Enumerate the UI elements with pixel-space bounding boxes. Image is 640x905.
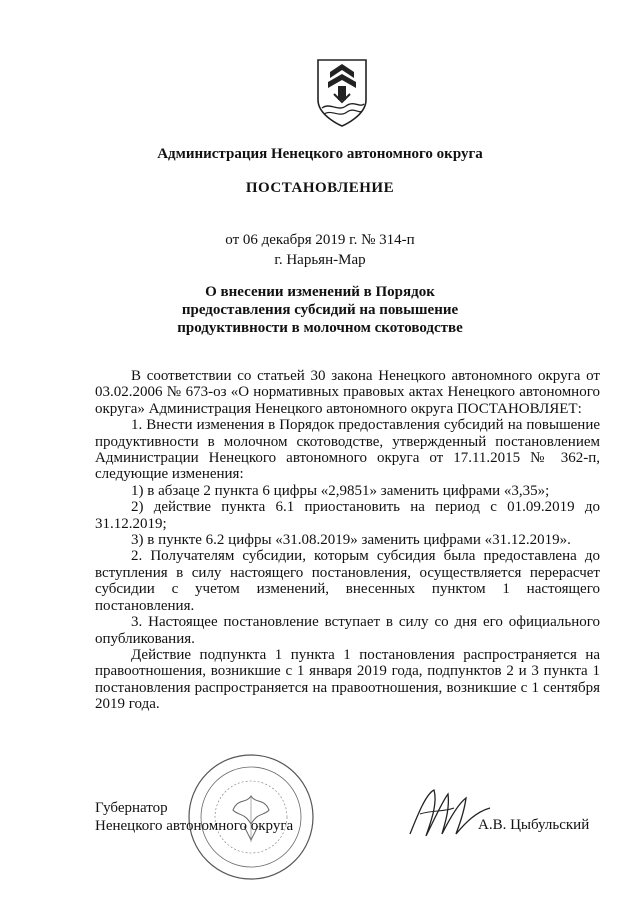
clause-3-effect: Действие подпункта 1 пункта 1 постановления распространяется на правоотношения, возникшие с 1 января 2019 года, подпунктов 2 и 3 пункта 1 постановления распространяется на правоотношения, возникшие с 1 сентября 2019 года. [95,646,600,713]
title-line: предоставления субсидий на повышение [181,302,459,318]
title-line: О внесении изменений в Порядок [205,284,435,300]
document-type: ПОСТАНОВЛЕНИЕ [245,180,395,196]
city: г. Нарьян-Мар [274,252,366,268]
organization-name: Администрация Ненецкого автономного округа [157,146,483,162]
date-and-number: от 06 декабря 2019 г. № 314-п [225,232,415,248]
subclause-1-3: 3) в пункте 6.2 цифры «31.08.2019» заменить цифрами «31.12.2019». [131,532,571,549]
preamble-paragraph: В соответствии со статьей 30 закона Ненецкого автономного округа от 03.02.2006 № 673-оз «О нормативных правовых актах Ненецкого автономного округа» Администрация Ненецкого автономного округа ПОСТАНОВЛЯЕТ: [95,368,600,417]
subclause-1-1: 1) в абзаце 2 пункта 6 цифры «2,9851» заменить цифрами «3,35»; [131,482,550,499]
signatory-name: А.В. Цыбульский [478,817,590,833]
signatory-position [95,799,293,835]
position-line: Губернатор [95,800,168,816]
clause-2: 2. Получателям субсидии, которым субсидия была предоставлена до вступления в силу настоящего постановления, осуществляется перерасчет субсидии с учетом изменений, внесенных пунктом 1 настоящего постановления. [95,548,600,614]
title-line: продуктивности в молочном скотоводстве [177,320,463,336]
position-line: Ненецкого автономного округа [95,818,294,834]
clause-1: 1. Внести изменения в Порядок предоставления субсидий на повышение продуктивности в молочном скотоводстве, утвержденный постановлением Администрации Ненецкого автономного округа от 17.11.2015 № 362-п, следующие изменения: [95,417,600,483]
document-body [95,368,600,713]
document-title [150,283,490,337]
clause-3: 3. Настоящее постановление вступает в силу со дня его официального опубликования. [95,614,600,647]
subclause-1-2: 2) действие пункта 6.1 приостановить на период с 01.09.2019 до 31.12.2019; [95,499,600,532]
coat-of-arms-emblem [312,56,372,130]
